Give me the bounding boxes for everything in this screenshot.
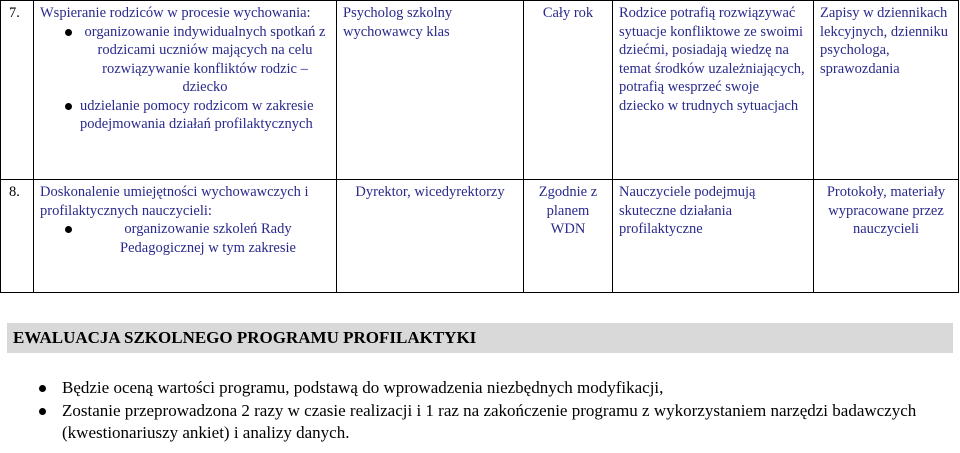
task-list — [40, 220, 330, 257]
evidence-cell: Zapisy w dziennikach lekcyjnych, dzienniku psychologa, sprawozdania — [814, 1, 959, 180]
table-row — [1, 180, 959, 293]
responsible-cell: Dyrektor, wicedyrektorzy — [337, 180, 524, 293]
table-row — [1, 1, 959, 180]
task-item: udzielanie pomocy rodzicom w zakresie podejmowania działań profilaktycznych — [40, 97, 330, 134]
term-cell: Cały rok — [524, 1, 613, 180]
task-cell — [34, 180, 337, 293]
evaluation-item: Zostanie przeprowadzona 2 razy w czasie realizacji i 1 raz na zakończenie programu z wykorzystaniem narzędzi badawczych (kwestionariuszy ankiet) i analizy danych. — [0, 400, 950, 444]
task-cell — [34, 1, 337, 180]
evaluation-item: Będzie oceną wartości programu, podstawą do wprowadzenia niezbędnych modyfikacji, — [0, 377, 950, 399]
responsible-cell: Psycholog szkolny wychowawcy klas — [337, 1, 524, 180]
evidence-cell: Protokoły, materiały wypracowane przez nauczycieli — [814, 180, 959, 293]
task-intro: Wspieranie rodziców w procesie wychowania: — [40, 5, 311, 21]
task-list — [40, 23, 330, 134]
row-number: 7. — [1, 1, 34, 180]
evaluation-list — [0, 377, 950, 445]
task-intro: Doskonalenie umiejętności wychowawczych i profilaktycznych nauczycieli: — [40, 184, 309, 219]
term-cell: Zgodnie z planem WDN — [524, 180, 613, 293]
row-number: 8. — [1, 180, 34, 293]
task-item: organizowanie szkoleń Rady Pedagogicznej w tym zakresie — [40, 220, 330, 257]
outcome-cell: Nauczyciele podejmują skuteczne działania profilaktyczne — [613, 180, 814, 293]
task-item: organizowanie indywidualnych spotkań z rodzicami uczniów mających na celu rozwiązywanie konfliktów rodzic – dziecko — [40, 23, 330, 97]
outcome-cell: Rodzice potrafią rozwiązywać sytuacje konfliktowe ze swoimi dziećmi, posiadają wiedzę na temat środków uzależniających, potrafią wesprzeć swoje dziecko w trudnych sytuacjach — [613, 1, 814, 180]
evaluation-heading: EWALUACJA SZKOLNEGO PROGRAMU PROFILAKTYKI — [7, 323, 953, 353]
